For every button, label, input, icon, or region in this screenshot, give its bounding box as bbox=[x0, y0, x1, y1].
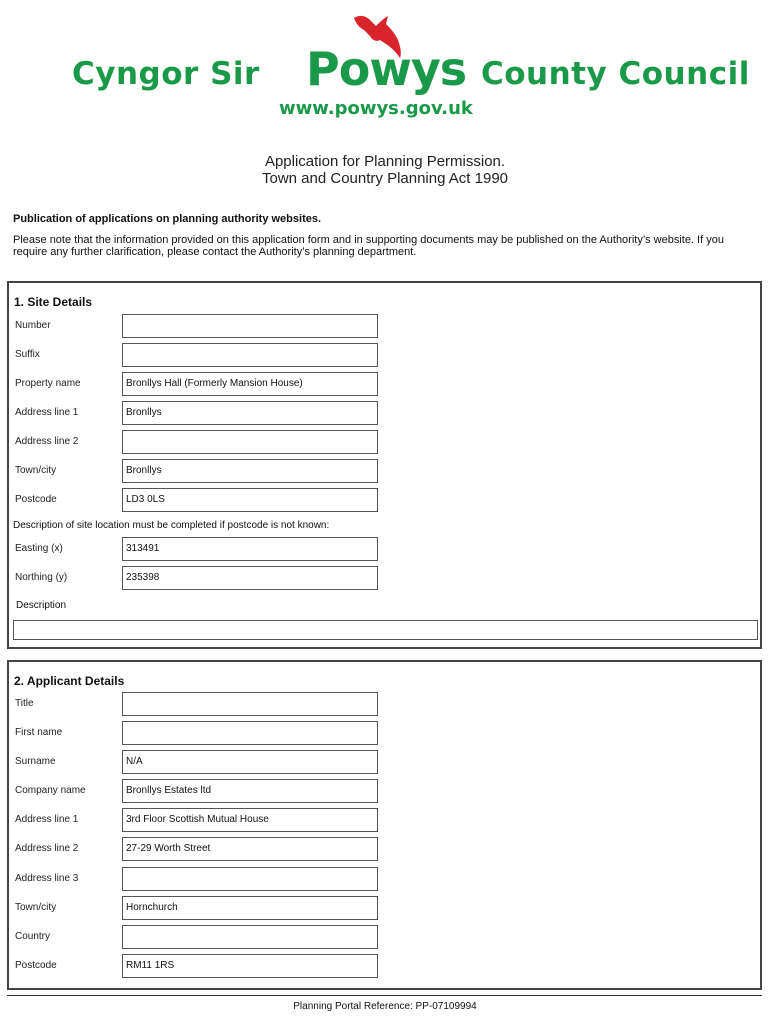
field-label: Country bbox=[15, 931, 51, 942]
field-label: Town/city bbox=[15, 902, 57, 913]
field-label: Number bbox=[15, 320, 51, 331]
field-label: Company name bbox=[15, 785, 86, 796]
website-link[interactable]: www.powys.gov.uk bbox=[279, 98, 473, 119]
applicant-town-field[interactable]: Hornchurch bbox=[122, 896, 378, 920]
applicant-details-section bbox=[7, 660, 762, 990]
applicant-country-row bbox=[9, 925, 760, 951]
document-subtitle: Town and Country Planning Act 1990 bbox=[262, 170, 508, 187]
field-label: Northing (y) bbox=[15, 572, 68, 583]
applicant-town-row bbox=[9, 896, 760, 922]
header-welsh-text: Cyngor Sir bbox=[72, 56, 260, 92]
publication-heading: Publication of applications on planning authority websites. bbox=[13, 213, 322, 225]
location-note: Description of site location must be completed if postcode is not known: bbox=[13, 520, 330, 531]
field-label: First name bbox=[15, 727, 63, 738]
logo-wordmark: Powys bbox=[306, 42, 467, 96]
site-details-section bbox=[7, 281, 762, 649]
site-number-row bbox=[9, 314, 760, 340]
field-label: Address line 2 bbox=[15, 843, 79, 854]
field-label: Title bbox=[15, 698, 34, 709]
site-address1-row bbox=[9, 401, 760, 427]
site-address2-row bbox=[9, 430, 760, 456]
site-property-field[interactable]: Bronllys Hall (Formerly Mansion House) bbox=[122, 372, 378, 396]
section-heading: 2. Applicant Details bbox=[14, 674, 125, 688]
applicant-title-row bbox=[9, 692, 760, 718]
field-label: Suffix bbox=[15, 349, 40, 360]
applicant-company-row bbox=[9, 779, 760, 805]
applicant-postcode-row bbox=[9, 954, 760, 980]
applicant-surname-field[interactable]: N/A bbox=[122, 750, 378, 774]
applicant-first-name-field[interactable] bbox=[122, 721, 378, 745]
council-header bbox=[0, 0, 770, 130]
description-label: Description bbox=[16, 600, 67, 611]
publication-note: Please note that the information provided on this application form and in supporting documents may be published on the Authority’s website. If you require any further clarification, please contact the Authority’s planning department. bbox=[13, 234, 724, 258]
site-town-row bbox=[9, 459, 760, 485]
field-label: Postcode bbox=[15, 494, 57, 505]
site-suffix-row bbox=[9, 343, 760, 369]
header-english-text: County Council bbox=[481, 56, 750, 92]
applicant-address3-row bbox=[9, 867, 760, 893]
applicant-first-name-row bbox=[9, 721, 760, 747]
applicant-address1-row bbox=[9, 808, 760, 834]
portal-reference: Planning Portal Reference: PP-07109994 bbox=[293, 1001, 477, 1012]
applicant-address3-field[interactable] bbox=[122, 867, 378, 891]
applicant-address1-field[interactable]: 3rd Floor Scottish Mutual House bbox=[122, 808, 378, 832]
applicant-postcode-field[interactable]: RM11 1RS bbox=[122, 954, 378, 978]
site-northing-field[interactable]: 235398 bbox=[122, 566, 378, 590]
site-easting-row bbox=[9, 537, 760, 563]
site-easting-field[interactable]: 313491 bbox=[122, 537, 378, 561]
site-address1-field[interactable]: Bronllys bbox=[122, 401, 378, 425]
field-label: Address line 1 bbox=[15, 814, 79, 825]
field-label: Address line 1 bbox=[15, 407, 79, 418]
site-description-field[interactable] bbox=[13, 620, 758, 640]
section-heading: 1. Site Details bbox=[14, 295, 93, 309]
field-label: Postcode bbox=[15, 960, 57, 971]
field-label: Address line 3 bbox=[15, 873, 79, 884]
site-town-field[interactable]: Bronllys bbox=[122, 459, 378, 483]
site-number-field[interactable] bbox=[122, 314, 378, 338]
field-label: Address line 2 bbox=[15, 436, 79, 447]
applicant-surname-row bbox=[9, 750, 760, 776]
document-title: Application for Planning Permission. bbox=[264, 153, 506, 170]
applicant-address2-row bbox=[9, 837, 760, 863]
site-suffix-field[interactable] bbox=[122, 343, 378, 367]
field-label: Property name bbox=[15, 378, 81, 389]
applicant-address2-field[interactable]: 27-29 Worth Street bbox=[122, 837, 378, 861]
site-northing-row bbox=[9, 566, 760, 592]
field-label: Town/city bbox=[15, 465, 57, 476]
footer-divider bbox=[7, 995, 762, 996]
site-postcode-field[interactable]: LD3 0LS bbox=[122, 488, 378, 512]
applicant-country-field[interactable] bbox=[122, 925, 378, 949]
applicant-title-field[interactable] bbox=[122, 692, 378, 716]
field-label: Surname bbox=[15, 756, 56, 767]
site-address2-field[interactable] bbox=[122, 430, 378, 454]
site-property-row bbox=[9, 372, 760, 398]
field-label: Easting (x) bbox=[15, 543, 63, 554]
site-postcode-row bbox=[9, 488, 760, 514]
applicant-company-field[interactable]: Bronllys Estates ltd bbox=[122, 779, 378, 803]
